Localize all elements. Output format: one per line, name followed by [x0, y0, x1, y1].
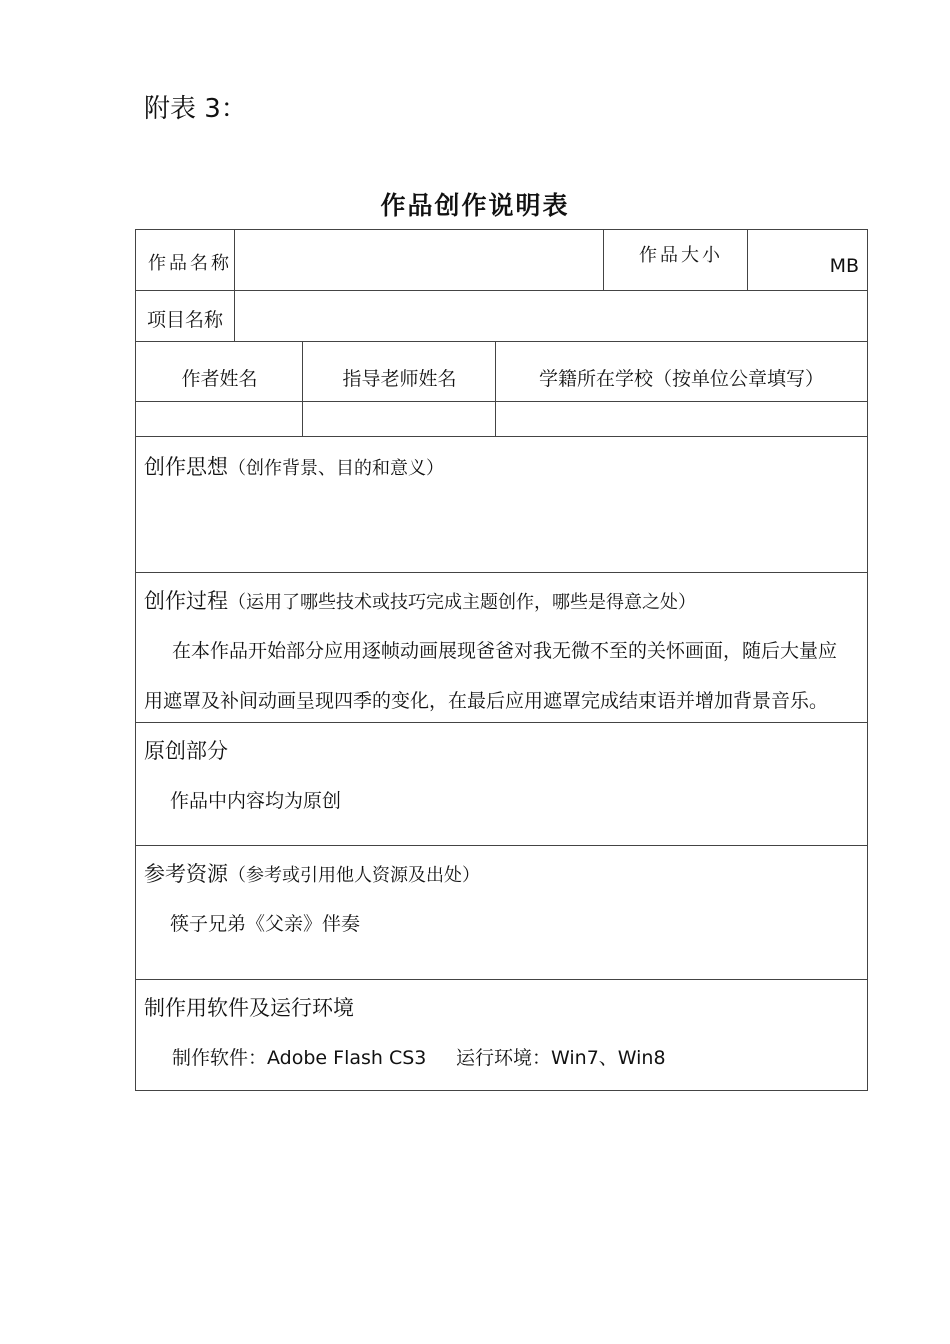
creative-process-note: （运用了哪些技术或技巧完成主题创作，哪些是得意之处） — [228, 592, 696, 613]
creative-idea-note: （创作背景、目的和意义） — [228, 458, 444, 479]
row-people-headers — [135, 341, 868, 402]
creative-process-heading-line — [144, 585, 696, 615]
creative-process-line-1: 在本作品开始部分应用逐帧动画展现爸爸对我无微不至的关怀画面，随后大量应 — [172, 640, 838, 662]
advisor-name-header: 指导老师姓名 — [342, 368, 457, 390]
work-size-label: 作品大小 — [639, 245, 723, 266]
references-heading: 参考资源 — [144, 862, 228, 886]
appendix-label: 附表 3： — [144, 94, 247, 124]
run-environment-label: 运行环境：Win7、Win8 — [456, 1047, 666, 1069]
advisor-value-cell[interactable] — [303, 402, 496, 436]
work-name-label-cell — [136, 230, 235, 290]
section-original-part — [135, 722, 868, 846]
original-part-content: 作品中内容均为原创 — [170, 790, 342, 812]
software-heading: 制作用软件及运行环境 — [144, 996, 354, 1020]
school-value-cell[interactable] — [496, 402, 867, 436]
creative-idea-heading-line — [144, 451, 444, 481]
section-software — [135, 979, 868, 1091]
project-name-value-cell[interactable] — [235, 291, 867, 341]
work-size-unit: MB — [829, 255, 859, 277]
references-heading-line — [144, 858, 480, 888]
references-content: 筷子兄弟《父亲》伴奏 — [170, 913, 361, 935]
work-size-value-cell[interactable] — [748, 230, 867, 290]
software-label: 制作软件：Adobe Flash CS3 — [172, 1047, 427, 1069]
work-size-label-cell — [604, 230, 748, 290]
creative-process-line-2: 用遮罩及补间动画呈现四季的变化，在最后应用遮罩完成结束语并增加背景音乐。 — [144, 690, 829, 712]
project-name-label-cell — [136, 291, 235, 341]
original-part-heading: 原创部分 — [144, 739, 228, 763]
row-people-values — [135, 401, 868, 437]
project-name-label: 项目名称 — [147, 309, 224, 331]
creative-process-heading: 创作过程 — [144, 589, 228, 613]
author-value-cell[interactable] — [136, 402, 303, 436]
work-name-value-cell[interactable] — [235, 230, 604, 290]
work-name-label: 作品名称 — [148, 253, 232, 274]
advisor-header-cell — [303, 342, 496, 401]
section-creative-idea — [135, 436, 868, 573]
author-header-cell — [136, 342, 303, 401]
school-header: 学籍所在学校（按单位公章填写） — [538, 368, 824, 390]
form-title: 作品创作说明表 — [380, 191, 570, 220]
row-work-name — [135, 229, 868, 291]
creative-idea-heading: 创作思想 — [144, 455, 228, 479]
row-project-name — [135, 290, 868, 342]
section-references — [135, 845, 868, 980]
references-note: （参考或引用他人资源及出处） — [228, 865, 480, 886]
school-header-cell — [496, 342, 867, 401]
author-name-header: 作者姓名 — [181, 368, 258, 390]
section-creative-process — [135, 572, 868, 723]
